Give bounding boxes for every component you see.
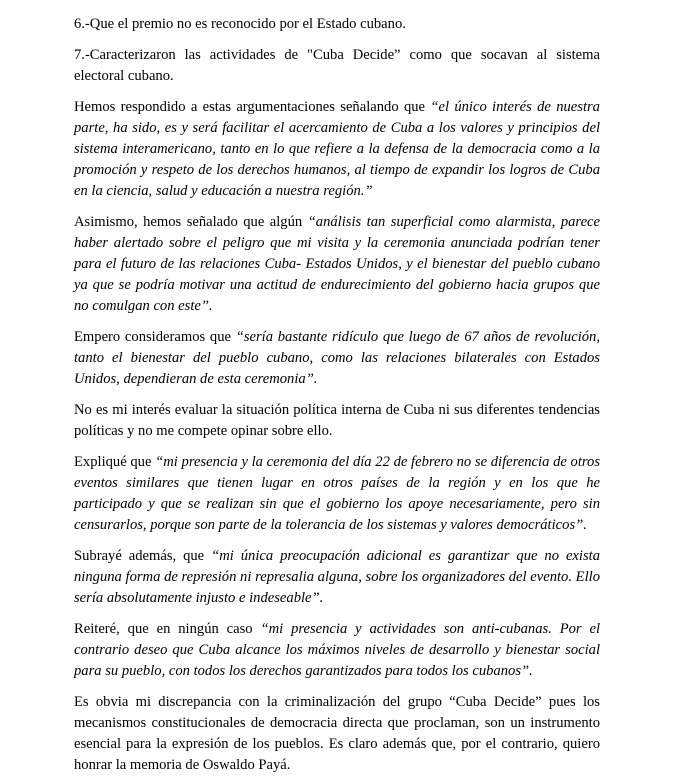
paragraph-item-6 [74, 14, 600, 35]
paragraph-item-7 [74, 45, 600, 87]
quoted-text: “mi presencia y actividades son anti-cubanas. Por el contrario deseo que Cuba alcance los máximos niveles de desarrollo y bienestar social para su pueblo, con todos los derechos garantizados para todos los cubanos”. [74, 621, 601, 679]
body-text: No es mi interés evaluar la situación política interna de Cuba ni sus diferentes tendencias políticas y no me compete opinar sobre ello. [74, 402, 600, 439]
quoted-text: “mi única preocupación adicional es garantizar que no exista ninguna forma de represión ni represalia alguna, sobre los organizadores del evento. Ello sería absolutamente injusto e indeseable”. [74, 548, 600, 606]
document-body [74, 14, 600, 776]
paragraph-explique-que [74, 452, 600, 536]
body-text: 7.-Caracterizaron las actividades de "Cuba Decide” como que socavan al sistema electoral cubano. [74, 47, 600, 84]
paragraph-subraye-ademas [74, 546, 600, 609]
body-text: Expliqué que [74, 454, 156, 470]
paragraph-no-es-mi-interes [74, 400, 600, 442]
paragraph-asimismo-analisis [74, 212, 600, 317]
quoted-text: “mi presencia y la ceremonia del día 22 de febrero no se diferencia de otros eventos similares que tienen lugar en otros países de la región y en los que he participado y que se realizan sin que el gobierno los apoye necesariamente, pero sin censurarlos, porque son parte de la tolerancia de los sistemas y valores democráticos”. [74, 454, 601, 533]
body-text: Es obvia mi discrepancia con la criminalización del grupo “Cuba Decide” pues los mecanismos constitucionales de democracia directa que proclaman, son un instrumento esencial para la expresión de los pueblos. Es claro además que, por el contrario, quiero honrar la memoria de Oswaldo Payá. [74, 694, 600, 773]
quoted-text: “sería bastante ridículo que luego de 67 años de revolución, tanto el bienestar del pueblo cubano, como las relaciones bilaterales con Estados Unidos, dependieran de esta ceremonia”. [74, 329, 600, 387]
paragraph-empero-consideramos [74, 327, 600, 390]
body-text: 6.-Que el premio no es reconocido por el Estado cubano. [74, 16, 406, 32]
body-text: Subrayé además, que [74, 548, 212, 564]
paragraph-es-obvia-discrepancia [74, 692, 600, 776]
body-text: Hemos respondido a estas argumentaciones señalando que [74, 99, 431, 115]
paragraph-respuesta-argumentaciones [74, 97, 600, 202]
body-text: Reiteré, que en ningún caso [74, 621, 261, 637]
quoted-text: “el único interés de nuestra parte, ha sido, es y será facilitar el acercamiento de Cuba a los valores y principios del sistema interamericano, tanto en lo que refiere a la defensa de la democracia como a la promoción y respeto de los derechos humanos, al tiempo de expandir los logros de Cuba en la ciencia, salud y educación a nuestra región.” [74, 99, 600, 199]
paragraph-reitere-que [74, 619, 600, 682]
body-text: Empero consideramos que [74, 329, 236, 345]
quoted-text: “análisis tan superficial como alarmista, parece haber alertado sobre el peligro que mi visita y la ceremonia anunciada podrían tener para el futuro de las relaciones Cuba- Estados Unidos, y el bienestar del pueblo cubano ya que se podría motivar una actitud de endurecimiento del gobierno hacia grupos que no comulgan con este”. [74, 214, 600, 314]
body-text: Asimismo, hemos señalado que algún [74, 214, 308, 230]
